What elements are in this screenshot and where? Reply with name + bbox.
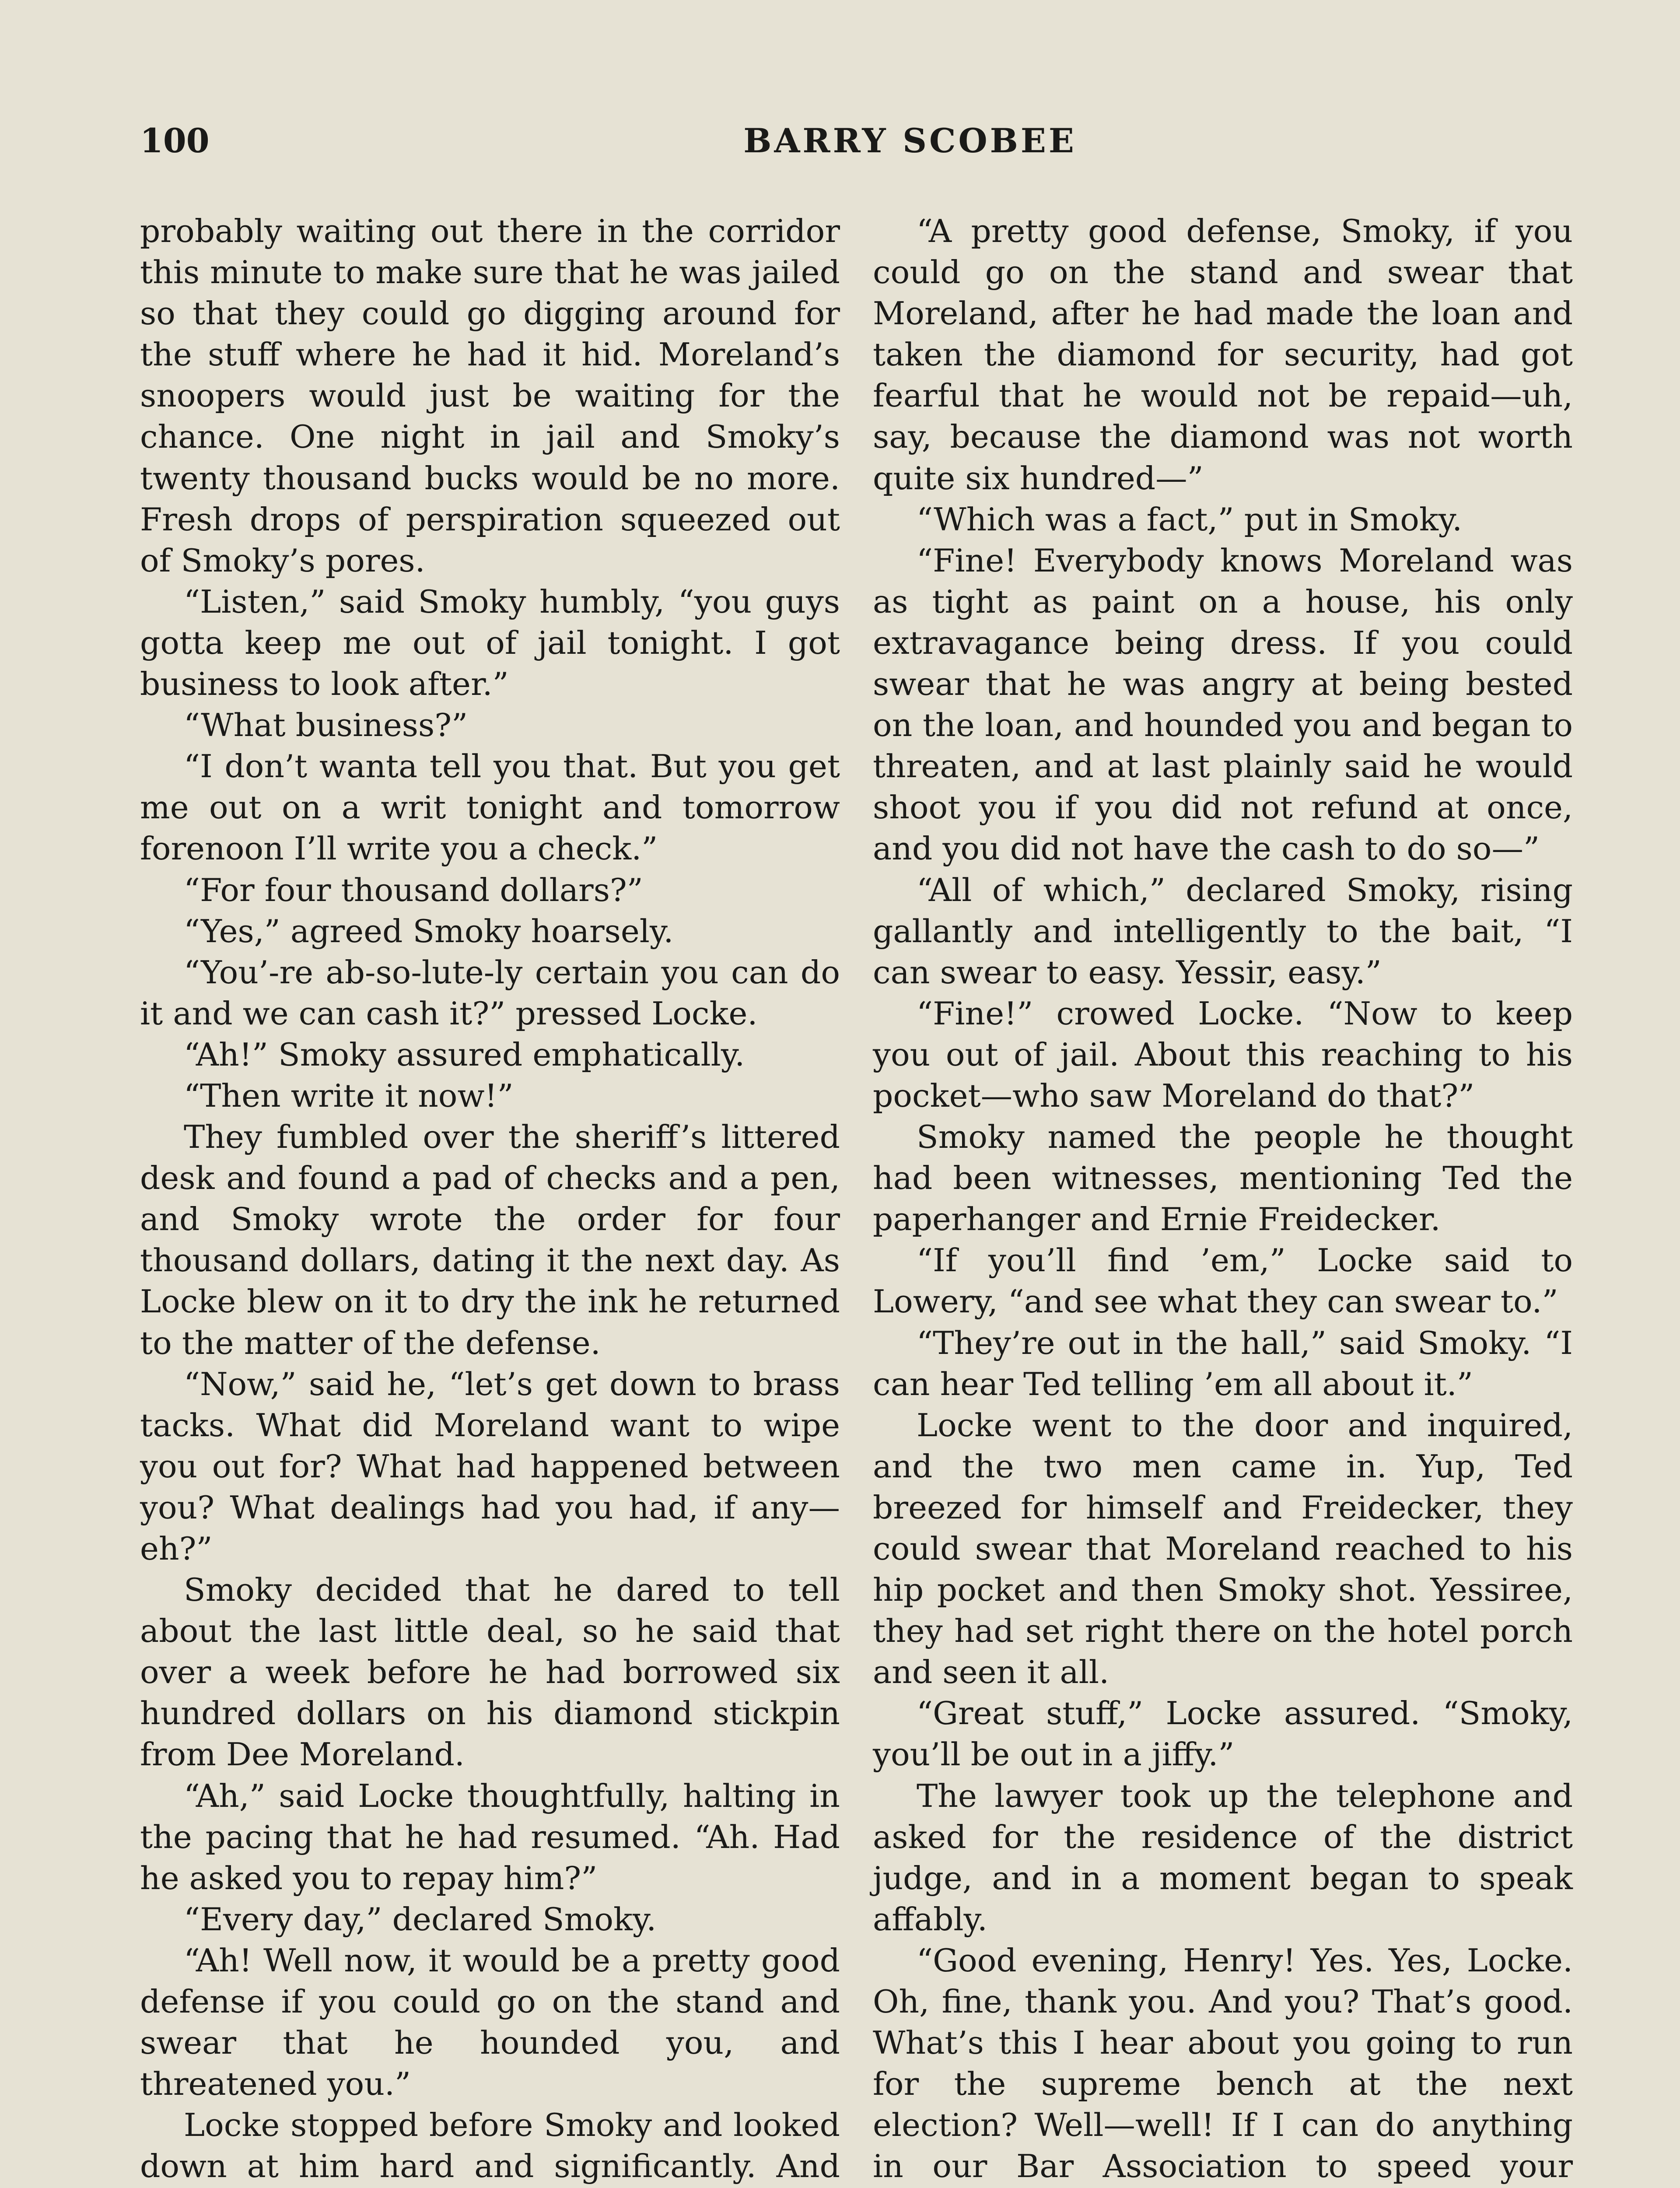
paragraph: “Fine!” crowed Locke. “Now to keep you out of jail. About this reaching to his pocket—who saw Moreland do that?” <box>873 995 1573 1115</box>
paragraph: “What business?” <box>184 707 468 744</box>
paragraph: The lawyer took up the telephone and asked for the residence of the district judge, and in a moment began to speak affably. <box>873 1778 1573 1938</box>
paragraph: “For four thousand dollars?” <box>184 872 643 909</box>
paragraph: “If you’ll find ’em,” Locke said to Lowery, “and see what they can swear to.” <box>873 1242 1573 1321</box>
paragraph: “They’re out in the hall,” said Smoky. “I can hear Ted telling ’em all about it.” <box>873 1325 1573 1403</box>
paragraph: “Which was a fact,” put in Smoky. <box>917 501 1463 538</box>
paragraph: “Now,” said he, “let’s get down to brass tacks. What did Moreland want to wipe you out for? What had happened between you? What dealings had you had, if any—eh?” <box>140 1366 840 1567</box>
paragraph: probably waiting out there in the corridor this minute to make sure that he was jailed so that they could go digging around for the stuff where he had it hid. Moreland’s snoopers would just be waiting for the chance. One night in jail and Smoky’s twenty thousand bucks would be no more. Fresh drops of perspiration squeezed out of Smoky’s pores. <box>140 213 840 579</box>
running-head: BARRY SCOBEE <box>743 121 1077 160</box>
paragraph: “Listen,” said Smoky humbly, “you guys gotta keep me out of jail tonight. I got business to look after.” <box>140 583 840 703</box>
paragraph: “I don’t wanta tell you that. But you get me out on a writ tonight and tomorrow forenoon I’ll write you a check.” <box>140 748 840 868</box>
paragraph: Locke went to the door and inquired, and the two men came in. Yup, Ted breezed for himself and Freidecker, they could swear that Moreland reached to his hip pocket and then Smoky shot. Yessiree, they had set right there on the hotel porch and seen it all. <box>873 1407 1573 1691</box>
paragraph: “Ah!” Smoky assured emphatically. <box>184 1036 745 1073</box>
paragraph: They fumbled over the sheriff’s littered desk and found a pad of checks and a pen, and Smoky wrote the order for four thousand dollars, dating it the next day. As Locke blew on it to dry the ink he returned to the matter of the defense. <box>140 1119 840 1362</box>
paragraph: “Fine! Everybody knows Moreland was as tight as paint on a house, his only extravagance being dress. If you could swear that he was angry at being bested on the loan, and hounded you and began to threaten, and at last plainly said he would shoot you if you did not refund at once, and you did not have the cash to do so—” <box>873 542 1573 868</box>
page-header <box>140 115 1597 167</box>
paragraph: “You’-re ab-so-lute-ly certain you can do it and we can cash it?” pressed Locke. <box>140 954 840 1032</box>
paragraph: “Ah! Well now, it would be a pretty good defense if you could go on the stand and swear that he hounded you, and threatened you.” <box>140 1942 840 2103</box>
paragraph: “Then write it now!” <box>184 1077 514 1115</box>
left-text-column <box>140 211 840 2188</box>
paragraph: Smoky decided that he dared to tell about the last little deal, so he said that over a week before he had borrowed six hundred dollars on his diamond stickpin from Dee Moreland. <box>140 1572 840 1774</box>
paragraph: “All of which,” declared Smoky, rising gallantly and intelligently to the bait, “I can swear to easy. Yessir, easy.” <box>873 872 1573 991</box>
page-number: 100 <box>140 121 210 160</box>
paragraph: “Ah,” said Locke thoughtfully, halting in the pacing that he had resumed. “Ah. Had he asked you to repay him?” <box>140 1778 840 1897</box>
paragraph: “Good evening, Henry! Yes. Yes, Locke. Oh, fine, thank you. And you? That’s good. What’s this I hear about you going to run for the supreme bench at the next election? Well—well! If I can do anything in our Bar Association to speed your <box>873 1942 1573 2185</box>
paragraph: “Yes,” agreed Smoky hoarsely. <box>184 913 674 950</box>
paragraph: “Every day,” declared Smoky. <box>184 1901 657 1938</box>
paragraph: Smoky named the people he thought had been witnesses, mentioning Ted the paperhanger and Ernie Freidecker. <box>873 1119 1573 1238</box>
right-text-column <box>873 211 1573 2188</box>
paragraph: “Great stuff,” Locke assured. “Smoky, you’ll be out in a jiffy.” <box>873 1695 1573 1774</box>
paragraph: Locke stopped before Smoky and looked down at him hard and significantly. And <box>140 2107 840 2185</box>
paragraph: “A pretty good defense, Smoky, if you could go on the stand and swear that Moreland, after he had made the loan and taken the diamond for security, had got fearful that he would not be repaid—uh, say, because the diamond was not worth quite six hundred—” <box>873 213 1573 497</box>
